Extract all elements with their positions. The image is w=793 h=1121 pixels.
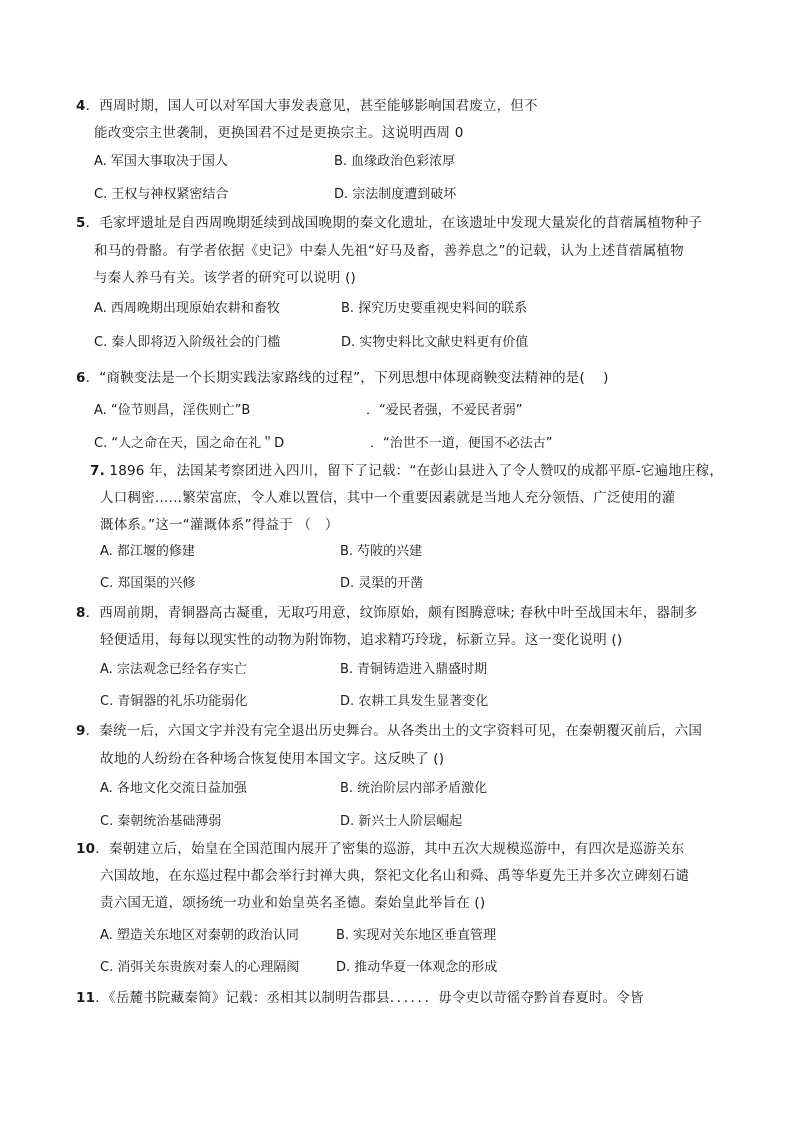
question-6-line-1 [76, 369, 609, 387]
option-c: C. 郑国渠的兴修 [100, 576, 196, 591]
question-number: 9 [76, 723, 86, 739]
option-b: B. 统治阶层内部矛盾激化 [340, 781, 488, 796]
question-4-line-2: 能改变宗主世袭制，更换国君不过是更换宗主。这说明西周 0 [94, 125, 464, 141]
option-d: D. 实物史料比文献史料更有价值 [341, 335, 529, 350]
question-7-line-1 [90, 462, 723, 480]
question-number: 4 [76, 98, 86, 114]
question-10-line-2: 六国故地，在东巡过程中都会举行封禅大典，祭祀文化名山和舜、禹等华夏先王并多次立碑刻石谴 [100, 868, 690, 884]
question-text: ．秦统一后，六国文字并没有完全退出历史舞台。从各类出土的文字资料可见，在秦朝覆灭前后，六国 [85, 723, 703, 739]
question-5-line-2: 和马的骨骼。有学者依据《史记》中秦人先祖“好马及畜，善养息之”的记载，认为上述苜蓿属植物 [94, 243, 684, 259]
option-c: C. 秦朝统治基础薄弱 [100, 814, 222, 829]
question-text: ．《岳麓书院藏秦简》记载：丞相其以制明告郡县．．．．．．毋令吏以苛徭夺黔首春夏时。令皆 [95, 990, 644, 1006]
question-7-line-3: 溉体系。”这一“灌溉体系”得益于 （ ） [100, 517, 339, 533]
question-text: ．西周前期，青铜器高古凝重，无取巧用意，纹饰原始，颇有图腾意味; 春秋中叶至战国末年，器制多 [85, 605, 698, 621]
question-text: ．秦朝建立后，始皇在全国范围内展开了密集的巡游，其中五次大规模巡游中，有四次是巡游关东 [95, 841, 685, 857]
option-b: B. 实现对关东地区垂直管理 [336, 928, 497, 943]
option-d: D. 灵渠的开凿 [340, 576, 424, 591]
option-b: B. 青铜铸造进入鼎盛时期 [340, 662, 488, 677]
question-text: ．“商鞅变法是一个长期实践法家路线的过程”，下列思想中体现商鞅变法精神的是( ) [85, 370, 609, 386]
question-text: ．西周时期，国人可以对军国大事发表意见，甚至能够影响国君废立，但不 [85, 98, 538, 114]
option-a: A. 各地文化交流日益加强 [100, 781, 247, 796]
question-7-line-2: 人口稠密……繁荣富庶，令人难以置信，其中一个重要因素就是当地人充分领悟、广泛使用的灌 [100, 490, 676, 506]
option-a: A. 西周晚期出现原始农耕和畜牧 [94, 301, 280, 316]
option-a: A. 塑造关东地区对秦朝的政治认同 [100, 928, 299, 943]
question-11-line-1 [76, 989, 644, 1007]
option-c: C. 王权与神权紧密结合 [94, 187, 229, 202]
question-number: 5 [76, 215, 86, 231]
option-c: C. “人之命在天，国之命在礼＂D [94, 436, 285, 451]
question-number: 8 [76, 605, 86, 621]
option-c: C. 秦人即将迈入阶级社会的门槛 [94, 335, 281, 350]
question-8-line-2: 轻便适用，每每以现实性的动物为附饰物，追求精巧玲珑，标新立异。这一变化说明 () [100, 632, 623, 648]
question-9-line-1 [76, 722, 702, 740]
option-c: C. 消弭关东贵族对秦人的心理隔阂 [100, 960, 300, 975]
option-b: B. 血缘政治色彩浓厚 [334, 154, 456, 169]
option-a: A. 都江堰的修建 [100, 544, 195, 559]
question-number: 10 [76, 841, 96, 857]
question-text: 1896 年，法国某考察团进入四川，留下了记载：“在彭山县进入了令人赞叹的成都平原-它遍地庄稼， [104, 463, 724, 479]
question-5-line-3: 与秦人养马有关。该学者的研究可以说明 () [94, 270, 357, 286]
option-d: ．“治世不一道，便国不必法古” [370, 436, 553, 451]
question-10-line-3: 责六国无道，颂扬统一功业和始皇英名圣德。秦始皇此举旨在 () [100, 895, 486, 911]
question-10-line-1 [76, 840, 684, 858]
option-d: D. 推动华夏一体观念的形成 [336, 960, 498, 975]
option-b: B. 芍陂的兴建 [340, 544, 423, 559]
question-9-line-2: 故地的人纷纷在各种场合恢复使用本国文字。这反映了 () [100, 751, 445, 767]
question-number: 6 [76, 370, 86, 386]
option-d: D. 新兴士人阶层崛起 [340, 814, 463, 829]
question-4-line-1 [76, 97, 538, 115]
question-text: ．毛家坪遗址是自西周晚期延续到战国晚期的秦文化遗址，在该遗址中发现大量炭化的苜蓿属植物种子 [85, 215, 703, 231]
option-b: ．“爱民者强，不爱民者弱” [366, 403, 523, 418]
question-number: 7. [90, 463, 105, 479]
option-a: A. 宗法观念已经名存实亡 [100, 662, 247, 677]
option-b: B. 探究历史要重视史料间的联系 [341, 301, 528, 316]
option-d: D. 农耕工具发生显著变化 [340, 694, 489, 709]
option-a: A. “俭节则昌，淫佚则亡”B [94, 403, 251, 418]
question-number: 11 [76, 990, 96, 1006]
option-c: C. 青铜器的礼乐功能弱化 [100, 694, 248, 709]
option-a: A. 军国大事取决于国人 [94, 154, 228, 169]
question-5-line-1 [76, 214, 702, 232]
question-8-line-1 [76, 604, 698, 622]
option-d: D. 宗法制度遭到破坏 [334, 187, 457, 202]
